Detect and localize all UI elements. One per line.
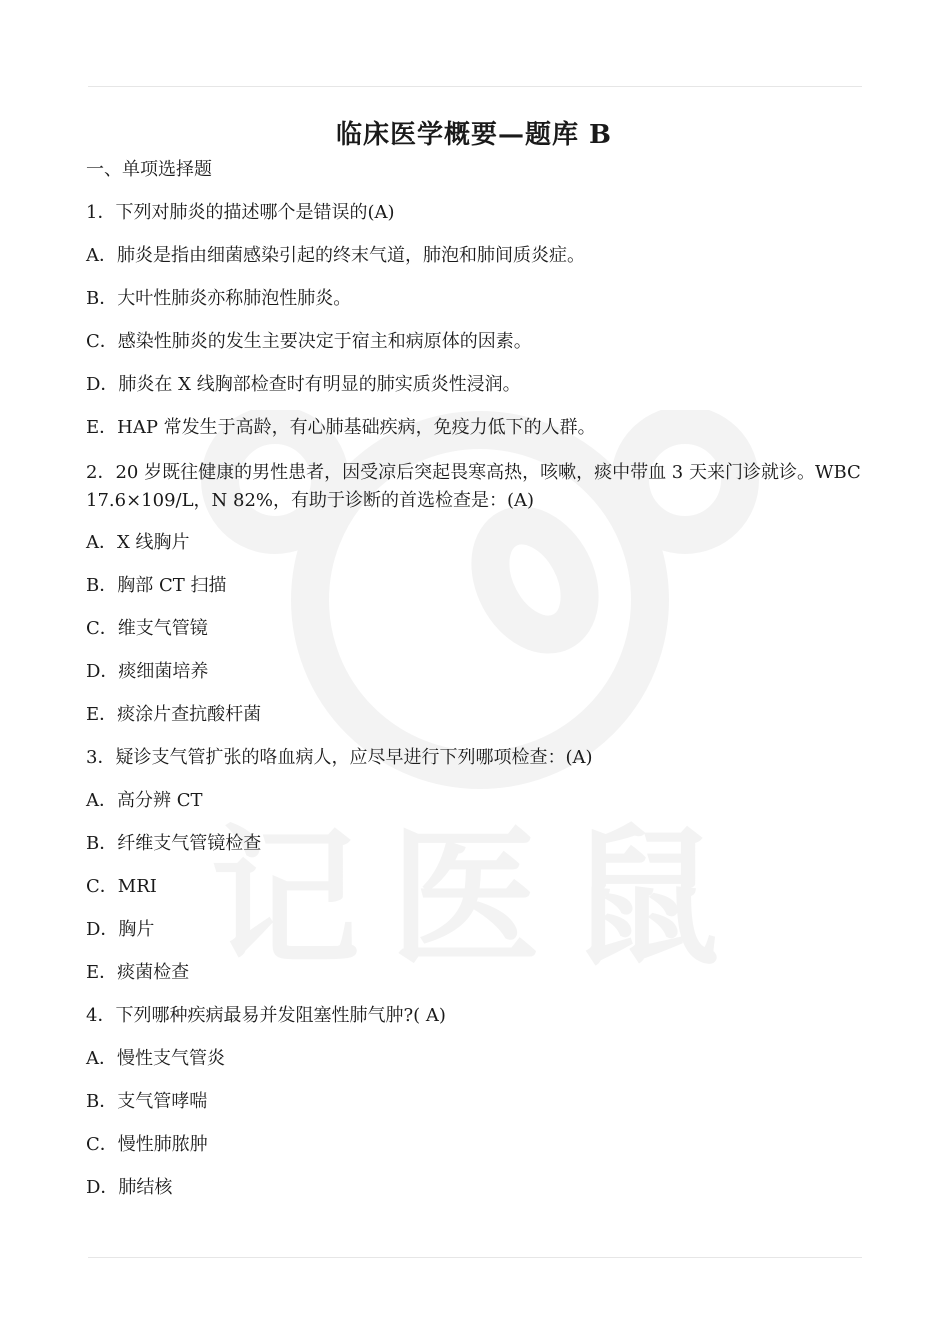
option-item: D．肺结核 (86, 1177, 173, 1198)
option-item: E．痰涂片查抗酸杆菌 (86, 704, 262, 725)
option-item: C．慢性肺脓肿 (86, 1134, 208, 1155)
option-item: B．大叶性肺炎亦称肺泡性肺炎。 (86, 288, 352, 309)
option-item: A．X 线胸片 (86, 532, 190, 553)
question-block-4 (86, 1004, 862, 1200)
option-item: C．感染性肺炎的发生主要决定于宿主和病原体的因素。 (86, 331, 532, 352)
option-item: E．痰菌检查 (86, 962, 190, 983)
document-title: 临床医学概要—题库 B (335, 120, 613, 150)
question-block-2 (86, 459, 862, 727)
question-stem: 2．20 岁既往健康的男性患者，因受凉后突起畏寒高热，咳嗽，痰中带血 3 天来门诊就诊。WBC 17.6×109/L，N 82%，有助于诊断的首选检查是：(A) (86, 462, 861, 511)
option-item: C．维支气管镜 (86, 618, 208, 639)
question-stem: 4．下列哪种疾病最易并发阻塞性肺气肿?( A) (86, 1005, 446, 1026)
option-item: E．HAP 常发生于高龄，有心肺基础疾病，免疫力低下的人群。 (86, 417, 596, 438)
header-rule (88, 86, 862, 87)
option-item: A．慢性支气管炎 (86, 1048, 225, 1069)
section-heading: 一、单项选择题 (86, 159, 212, 180)
footer-rule (88, 1257, 862, 1258)
question-block-3 (86, 746, 862, 985)
option-item: A．肺炎是指由细菌感染引起的终末气道，肺泡和肺间质炎症。 (86, 245, 585, 266)
document-body (86, 112, 862, 1219)
option-item: D．肺炎在 X 线胸部检查时有明显的肺实质炎性浸润。 (86, 374, 521, 395)
question-stem: 3．疑诊支气管扩张的咯血病人，应尽早进行下列哪项检查：(A) (86, 747, 593, 768)
question-stem: 1．下列对肺炎的描述哪个是错误的(A) (86, 202, 395, 223)
option-item: D．痰细菌培养 (86, 661, 209, 682)
option-item: A．高分辨 CT (86, 790, 203, 811)
option-item: B．胸部 CT 扫描 (86, 575, 227, 596)
watermark-text: 记医鼠 (209, 812, 751, 986)
option-item: D．胸片 (86, 919, 155, 940)
option-item: C．MRI (86, 876, 157, 897)
option-item: B．纤维支气管镜检查 (86, 833, 262, 854)
question-block-1 (86, 201, 862, 440)
option-item: B．支气管哮喘 (86, 1091, 208, 1112)
